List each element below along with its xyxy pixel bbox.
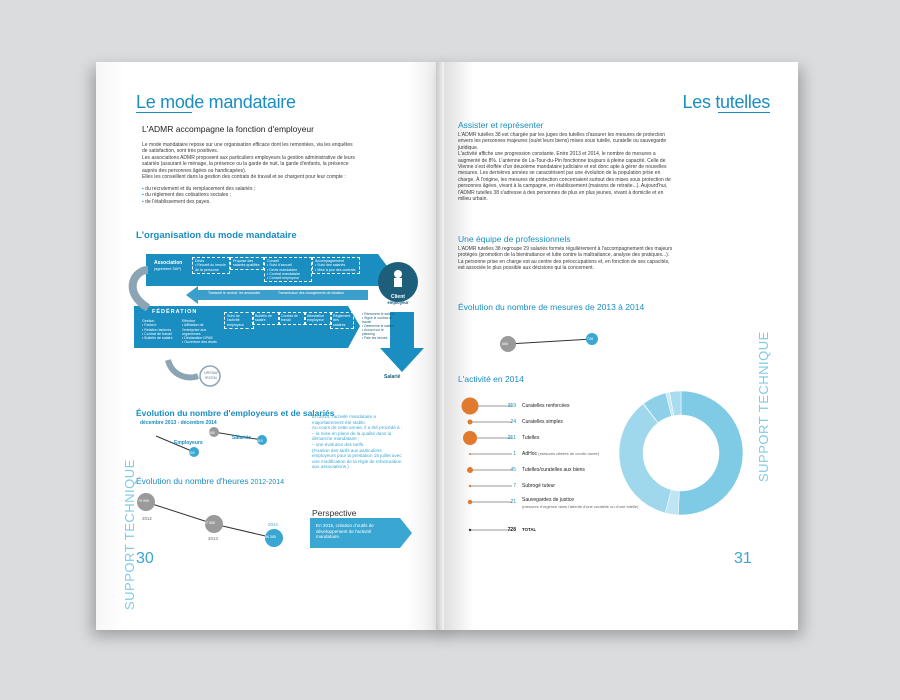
org-title: L'organisation du mode mandataire — [136, 230, 297, 241]
activity-dot — [463, 431, 477, 445]
activity-label: Tutelles — [522, 435, 540, 441]
org-diagram — [128, 248, 428, 388]
left-subtitle: L'ADMR accompagne la fonction d'employeur — [142, 124, 314, 134]
activity-dot — [468, 420, 473, 425]
title-underline — [718, 112, 770, 113]
hours-title — [136, 476, 284, 486]
hours-year: 2014 — [268, 522, 278, 527]
activity-label: Tutelles/curatelles aux biens — [522, 467, 585, 473]
mesures-line — [508, 339, 592, 344]
perspective-title: Perspective — [312, 508, 357, 518]
fed-mid: Effectue • Affiliation de l'entreprise aux organismes • Déclaration DPAE • Ouverture des droits — [182, 319, 217, 345]
fed-step: Suivi de l'activité employeur — [224, 312, 254, 329]
donut-segment — [678, 391, 743, 515]
side-text: En 2014, l'activité mandataire a majoritairement été stable. Au cours de cette année, il a été procédé à : – la mise en place de la qualité dans la démarche mandataire ; – une évolution des tarifs. (Fixation des tarifs aux particuliers employeurs pour la prestation 15 juillet avec une modification de la règle de refacturation aux associations.) — [312, 414, 403, 470]
activity-num: 359 — [507, 403, 516, 409]
duties-list — [142, 186, 358, 205]
emp-title: Évolution du nombre d'employeurs et de salariés — [136, 408, 335, 418]
sal-2013-value: 358 — [209, 431, 215, 435]
federation-label: FÉDÉRATION — [152, 309, 198, 315]
activity-num: 21 — [510, 499, 516, 505]
fed-step: Attestation employeur — [304, 312, 332, 325]
fed-step: Bulletin de salaire — [252, 312, 280, 325]
sal-label: Salariés — [232, 435, 252, 441]
total-num: 728 — [507, 527, 516, 533]
curved-arrow — [133, 270, 148, 308]
left-page-number: 30 — [136, 550, 154, 567]
activity-label: Curatelles renforcées — [522, 403, 570, 409]
hours-title-years: 2012-2014 — [248, 479, 285, 486]
left-page — [96, 62, 450, 630]
activity-donut — [606, 378, 756, 528]
activity-num: 251 — [507, 435, 516, 441]
assoc-step: Devis • Recueil du besoin de la personne — [192, 257, 230, 274]
perspective-text: En 2015, création d'outils de développement de l'activité mandataire. — [316, 523, 374, 540]
hours-value: 56 385 — [265, 535, 276, 539]
hours-year: 2013 — [208, 536, 218, 541]
hours-chart — [136, 490, 326, 550]
fed-step: Règlement des salaires — [330, 312, 354, 329]
s2-title: Une équipe de professionnels — [458, 234, 571, 244]
mesures-2014: 728 — [587, 337, 593, 341]
list-item: ▪ de l'établissement des payes. — [142, 199, 358, 205]
left-page-title: Le mode mandataire — [136, 92, 296, 112]
fed-left: Gestion • Facture • Relation factures • Contrat de travail • Bulletin de salaire — [142, 319, 173, 341]
activity-label — [522, 451, 599, 457]
association-sub: (agrément SAP) — [154, 267, 182, 271]
hours-title-main: Évolution du nombre d'heures — [136, 476, 249, 486]
hours-value: 67 556 — [204, 521, 215, 525]
assoc-step: Accompagnement • Suivi des salariés • Mise à jour des contrats — [312, 257, 360, 274]
s2-text: L'ADMR tutelles 38 regroupe 29 salariés formés régulièrement à l'accompagnement des majeurs protégés (promotion de la bientraitance et lutte contre la maltraitance, analyse des pratiques...). La personne prise en charge est au centre des préoccupations et, en fonction de ses capacités, est associée le plus possible aux décisions qui la concernent. — [458, 246, 673, 272]
assoc-step: Conseil • Suivi d'accueil • Devis mandataire • Contrat mandataire • Conseil employeur — [264, 257, 312, 282]
activity-label: Subrogé tuteur — [522, 483, 556, 489]
curved-arrow-bottom — [168, 360, 198, 377]
association-label: Association — [154, 260, 183, 266]
link-mid: Transmission des changements de situation — [278, 291, 345, 295]
total-label: TOTAL — [522, 527, 537, 532]
list-item: ▪ du recrutement et du remplacement des salariés ; — [142, 186, 358, 192]
hours-value: 79 999 — [138, 499, 149, 503]
emp-2014-value: 303 — [189, 451, 195, 455]
assoc-step: Propose des salariés qualifiés — [230, 257, 264, 270]
right-page-title: Les tutelles — [682, 92, 770, 112]
activity-dot — [468, 500, 472, 504]
spine — [436, 62, 444, 630]
s3-title: Évolution du nombre de mesures de 2013 à 2014 — [458, 302, 645, 312]
urssaf-label: URSSAF — [204, 371, 219, 375]
fed-step: Contrat de travail — [278, 312, 306, 325]
s1-text: L'ADMR tutelles 38 est chargée par les juges des tutelles d'assurer les mesures de protection envers les personnes majeures (ou/et leurs biens) mises sous tutelle, curatelle ou sauvegarde juridique. L'activité affiche une progression constante. Entre 2013 et 2014, le nombre de mesures a augmenté de 8%. L'antenne de La-Tour-du-Pin fonctionne toujours à pleine capacité. Celle de Vienne s'est étoffée d'un deuxième mandataire judiciaire et est donc apte à gérer de nouvelles mesures. Les dernières années se caractérisent par une évolution de la population prise en charge. À l'origine, les mesures de protection concernaient surtout des mises sous protection de personnes âgées, vivant à la campagne, en établissement (maisons de retraite...). Aujourd'hui, l'ADMR tutelles 38 s'adresse à des personnes de plus en plus jeunes, vivant à domicile et en milieu urbain. — [458, 132, 671, 203]
intro-text: Le mode mandataire repose sur une organisation efficace dont les remontées, via les enquêtes de satisfaction, sont très positives. Les associations ADMR proposent aux particuliers employeurs la gestion administrative de leurs salariés (assurant le ménage, la présence ou la garde de nuit, la garde d'enfants, la présence auprès des personnes âgées ou handicapées). Elles les conseillent dans la gestion des contrats de travail et se chargent pour leur compte : — [142, 142, 355, 181]
link-top: Transmet le contrat, les demandes — [208, 291, 261, 295]
salarie-label: Salarié — [384, 374, 401, 380]
activity-note: (mesures d'urgence dans l'attente d'une curatelle ou d'une tutelle) — [522, 504, 639, 509]
activity-label-main: AdHoc — [522, 451, 538, 457]
activity-num: 24 — [510, 419, 516, 425]
total-dot — [469, 529, 471, 531]
ircem-label: IRCEM — [205, 376, 217, 380]
sal-2014-value: 319 — [257, 439, 263, 443]
mesures-chart — [494, 332, 614, 356]
right-page — [438, 62, 798, 630]
donut-segment — [619, 404, 671, 513]
client-label: Client — [391, 294, 405, 300]
s4-title: L'activité en 2014 — [458, 374, 524, 384]
right-vertical-label: SUPPORT TECHNIQUE — [756, 331, 771, 482]
list-item: ▪ du règlement des cotisations sociales ; — [142, 192, 358, 198]
left-vertical-label: SUPPORT TECHNIQUE — [122, 459, 137, 610]
activity-dot — [469, 485, 471, 487]
hours-year: 2012 — [142, 516, 152, 521]
activity-dot — [469, 453, 471, 455]
emp-label: Employeurs — [174, 440, 203, 446]
return-arrow — [186, 286, 368, 304]
client-notes: • Rémunère le salarié • Signe le contrat de travail • Détermine le salaire • Accord sur le planning • Paie les heures — [362, 312, 395, 340]
right-page-number: 31 — [734, 550, 752, 567]
mesures-2013: 665 — [502, 342, 508, 346]
activity-label: Sauvegardes de justice — [522, 497, 574, 503]
emp-chart — [136, 426, 316, 460]
emp-period: décembre 2013 - décembre 2014 — [140, 420, 217, 426]
activity-num: 1 — [513, 451, 516, 457]
s1-title: Assister et représenter — [458, 120, 544, 130]
activity-num: 7 — [513, 483, 516, 489]
activity-note: (mesures ciblées de courte durée) — [538, 451, 600, 456]
activity-label: Curatelles simples — [522, 419, 563, 425]
activity-dot — [462, 398, 479, 415]
title-underline — [136, 112, 192, 113]
client-sub: employeur — [387, 300, 409, 305]
activity-dot — [467, 467, 473, 473]
activity-dots — [452, 396, 532, 546]
activity-num: 45 — [510, 467, 516, 473]
